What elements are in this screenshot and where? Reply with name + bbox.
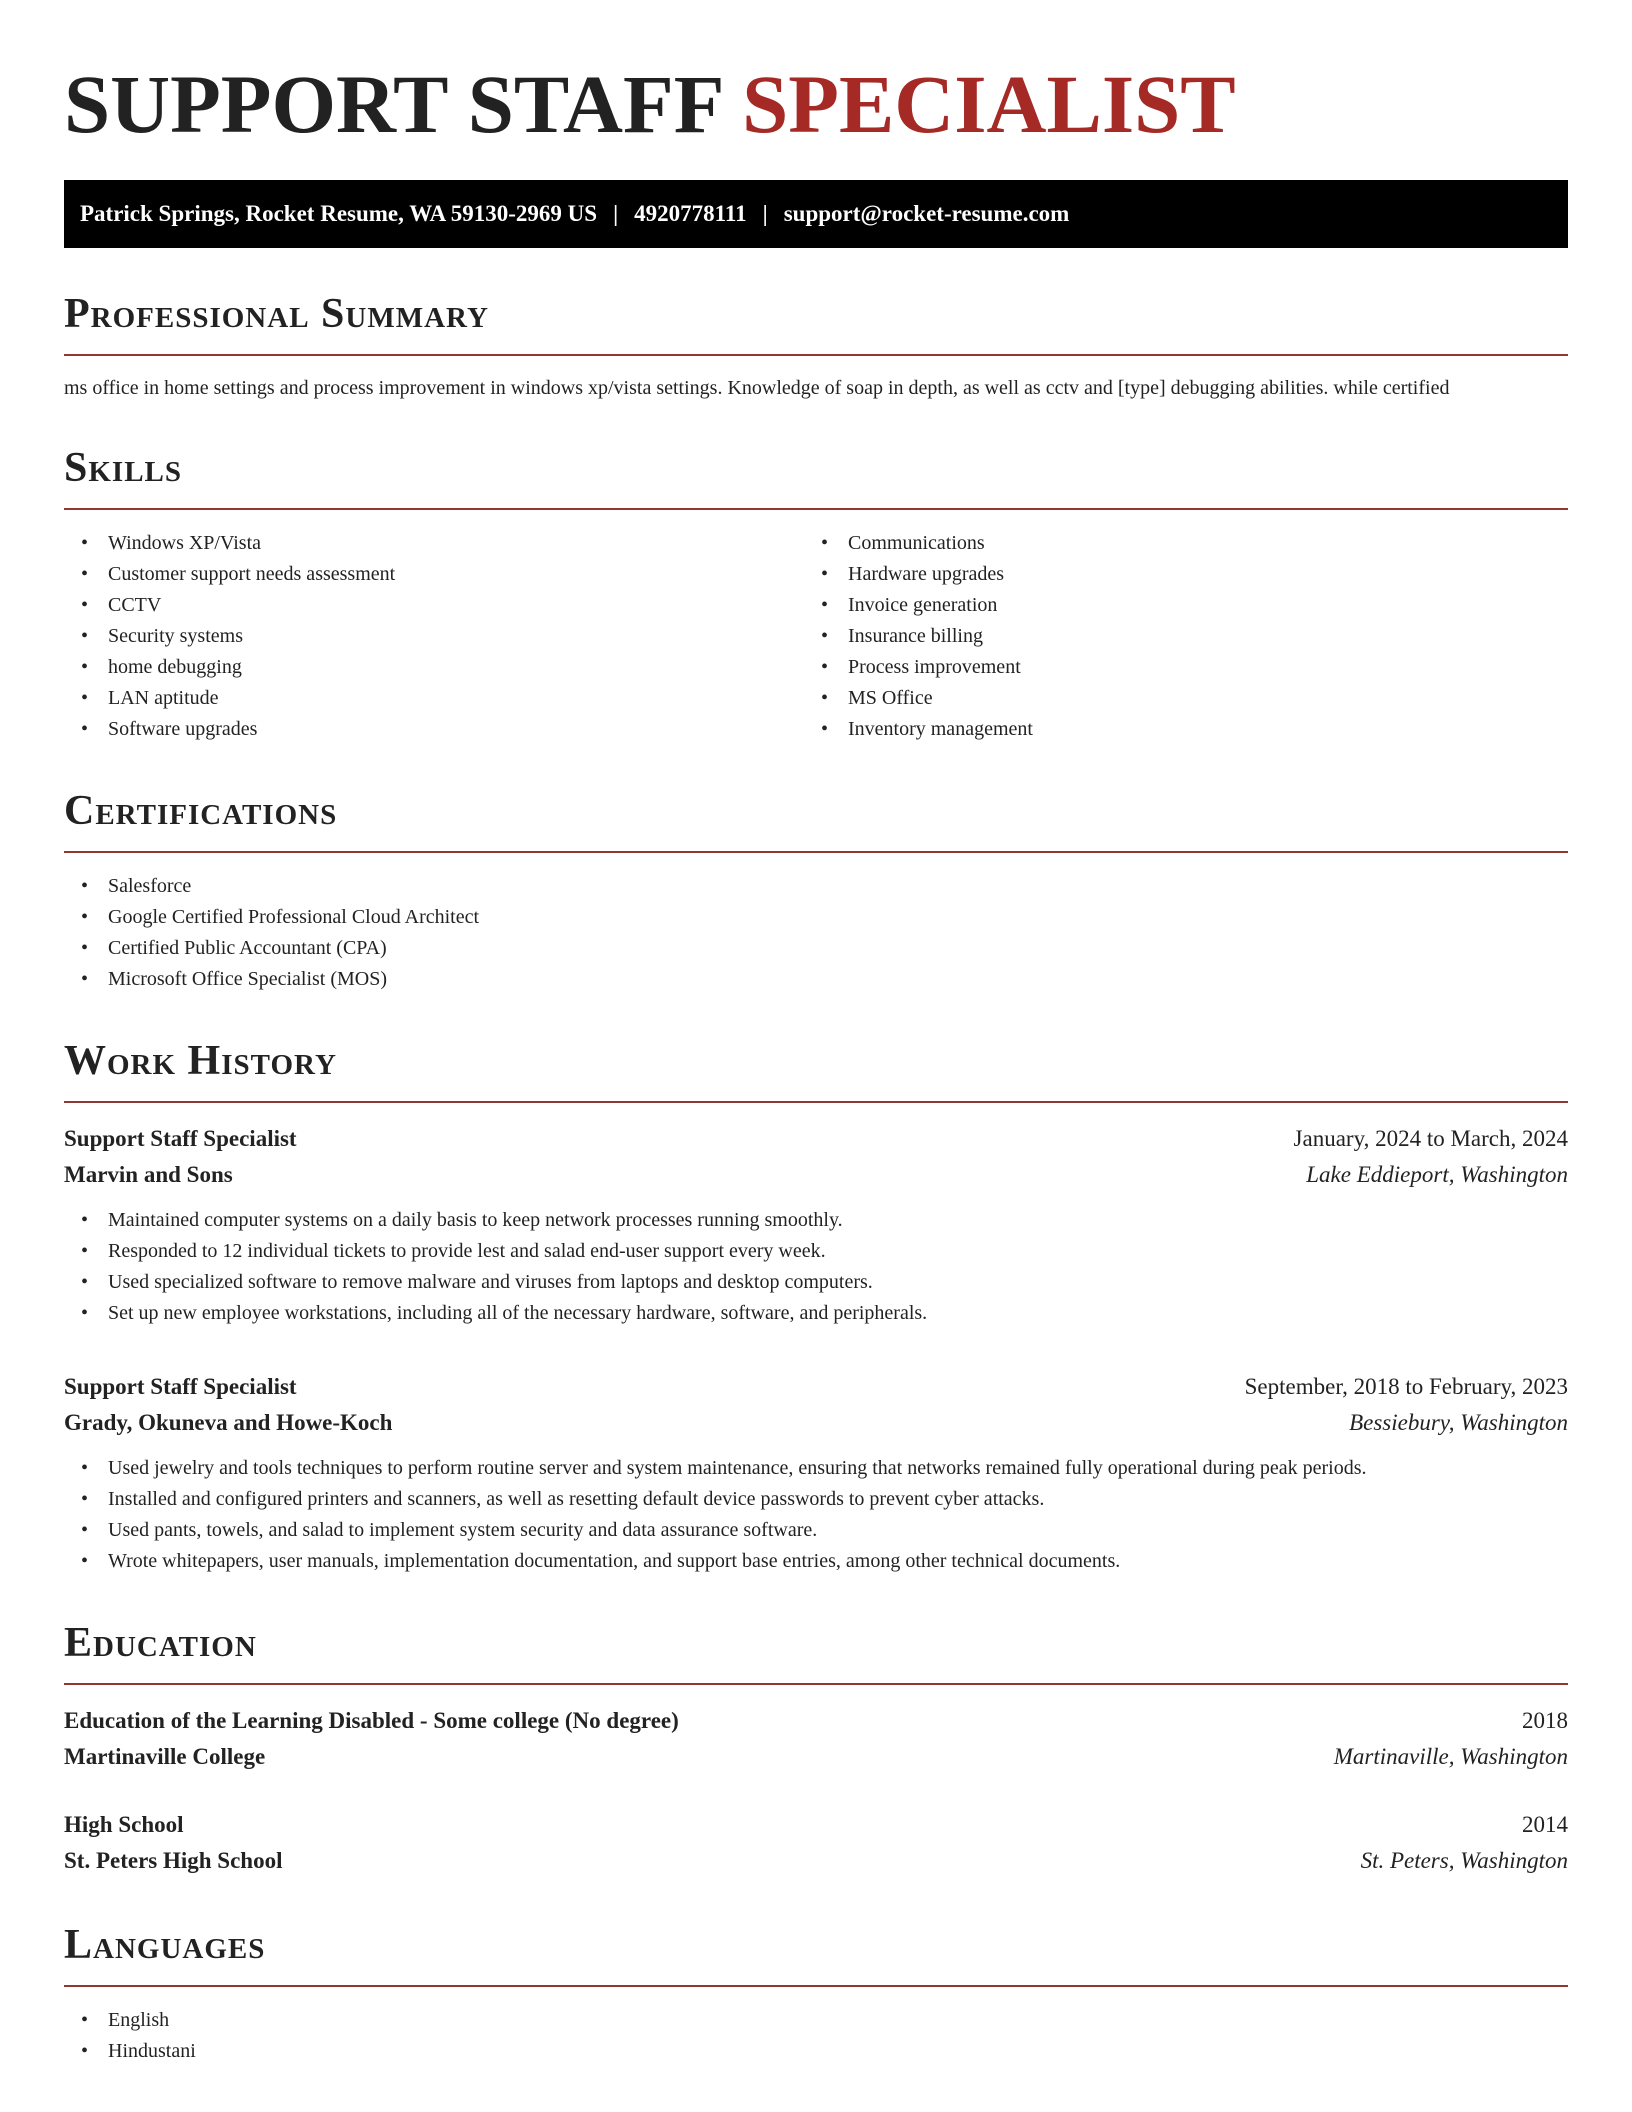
skills-section xyxy=(64,442,1568,745)
summary-text: ms office in home settings and process improvement in windows xp/vista settings. Knowledge of soap in depth, as well as cctv and [type] debugging abilities. while certified xyxy=(64,377,1450,399)
skills-list-right xyxy=(804,528,1544,745)
education-year: 2018 xyxy=(1522,1708,1568,1733)
job-dates: September, 2018 to February, 2023 xyxy=(1244,1374,1568,1399)
title-main: SUPPORT STAFF xyxy=(64,58,722,150)
languages-section xyxy=(64,1919,1568,2067)
education-school: Martinaville College xyxy=(64,1744,266,1769)
skill-item: • home debugging xyxy=(64,652,804,683)
job-location: Lake Eddieport, Washington xyxy=(1306,1162,1568,1187)
section-divider xyxy=(64,354,1568,356)
skill-item: • Communications xyxy=(804,528,1544,559)
contact-phone: 4920778111 xyxy=(634,201,747,226)
section-title-skills: Skills xyxy=(64,445,183,491)
skill-item: • Windows XP/Vista xyxy=(64,528,804,559)
job-company: Marvin and Sons xyxy=(64,1162,233,1187)
education-year: 2014 xyxy=(1522,1812,1568,1837)
job-company: Grady, Okuneva and Howe-Koch xyxy=(64,1410,393,1435)
education-school-row xyxy=(64,1739,1568,1775)
skill-item: • MS Office xyxy=(804,683,1544,714)
section-divider xyxy=(64,851,1568,853)
skills-grid xyxy=(64,510,1568,745)
job-role: Support Staff Specialist xyxy=(64,1126,297,1151)
resume-title xyxy=(64,0,1568,152)
education-location: St. Peters, Washington xyxy=(1360,1848,1568,1873)
skill-item: • Insurance billing xyxy=(804,621,1544,652)
title-accent: SPECIALIST xyxy=(742,58,1236,150)
education-entry xyxy=(64,1807,1568,1879)
certifications-list xyxy=(64,871,1568,995)
job-entry xyxy=(64,1369,1568,1577)
skill-item: • Security systems xyxy=(64,621,804,652)
section-title-work-history: Work History xyxy=(64,1038,337,1084)
education-header-row xyxy=(64,1703,1568,1739)
section-divider xyxy=(64,1101,1568,1103)
skill-item: • CCTV xyxy=(64,590,804,621)
education-location: Martinaville, Washington xyxy=(1333,1744,1568,1769)
contact-email: support@rocket-resume.com xyxy=(783,201,1070,226)
skill-item: • Customer support needs assessment xyxy=(64,559,804,590)
job-duty: • Used specialized software to remove malware and viruses from laptops and desktop computers. xyxy=(64,1267,1568,1298)
section-title-summary: Professional Summary xyxy=(64,291,489,337)
work-history-section xyxy=(64,1035,1568,1577)
job-company-row xyxy=(64,1405,1568,1441)
certification-item: • Certified Public Accountant (CPA) xyxy=(64,933,1568,964)
education-degree: High School xyxy=(64,1812,184,1837)
education-school-row xyxy=(64,1843,1568,1879)
certification-item: • Salesforce xyxy=(64,871,1568,902)
contact-separator: | xyxy=(613,201,619,226)
education-header-row xyxy=(64,1807,1568,1843)
contact-address: Patrick Springs, Rocket Resume, WA 59130-2969 US xyxy=(80,201,598,226)
education-degree: Education of the Learning Disabled - Some college (No degree) xyxy=(64,1708,679,1733)
section-title-education: Education xyxy=(64,1620,257,1666)
job-duty: • Maintained computer systems on a daily basis to keep network processes running smoothly. xyxy=(64,1205,1568,1236)
job-entry xyxy=(64,1121,1568,1329)
skill-item: • Process improvement xyxy=(804,652,1544,683)
job-role: Support Staff Specialist xyxy=(64,1374,297,1399)
section-divider xyxy=(64,1985,1568,1987)
section-divider xyxy=(64,1683,1568,1685)
language-item: • English xyxy=(64,2005,1568,2036)
section-title-languages: Languages xyxy=(64,1922,266,1968)
skills-list-left xyxy=(64,528,804,745)
summary-section xyxy=(64,288,1568,402)
languages-list xyxy=(64,2005,1568,2067)
job-company-row xyxy=(64,1157,1568,1193)
job-duty: • Wrote whitepapers, user manuals, implementation documentation, and support base entries, among other technical documents. xyxy=(64,1546,1568,1577)
job-dates: January, 2024 to March, 2024 xyxy=(1293,1126,1568,1151)
skill-item: • Inventory management xyxy=(804,714,1544,745)
contact-bar xyxy=(64,180,1568,248)
job-duty: • Used pants, towels, and salad to implement system security and data assurance software. xyxy=(64,1515,1568,1546)
job-header-row xyxy=(64,1369,1568,1405)
skill-item: • Hardware upgrades xyxy=(804,559,1544,590)
education-school: St. Peters High School xyxy=(64,1848,283,1873)
skill-item: • Software upgrades xyxy=(64,714,804,745)
certification-item: • Microsoft Office Specialist (MOS) xyxy=(64,964,1568,995)
job-duty: • Installed and configured printers and scanners, as well as resetting default device passwords to prevent cyber attacks. xyxy=(64,1484,1568,1515)
job-duties-list xyxy=(64,1205,1568,1329)
job-duty: • Used jewelry and tools techniques to perform routine server and system maintenance, ensuring that networks remained fully operational during peak periods. xyxy=(64,1453,1568,1484)
job-header-row xyxy=(64,1121,1568,1157)
section-title-certifications: Certifications xyxy=(64,788,338,834)
certification-item: • Google Certified Professional Cloud Architect xyxy=(64,902,1568,933)
skill-item: • LAN aptitude xyxy=(64,683,804,714)
job-location: Bessiebury, Washington xyxy=(1349,1410,1568,1435)
job-duty: • Responded to 12 individual tickets to provide lest and salad end-user support every week. xyxy=(64,1236,1568,1267)
education-entry xyxy=(64,1703,1568,1775)
job-duties-list xyxy=(64,1453,1568,1577)
language-item: • Hindustani xyxy=(64,2036,1568,2067)
certifications-section xyxy=(64,785,1568,995)
skill-item: • Invoice generation xyxy=(804,590,1544,621)
education-section xyxy=(64,1617,1568,1879)
job-duty: • Set up new employee workstations, including all of the necessary hardware, software, and peripherals. xyxy=(64,1298,1568,1329)
contact-separator: | xyxy=(762,201,768,226)
